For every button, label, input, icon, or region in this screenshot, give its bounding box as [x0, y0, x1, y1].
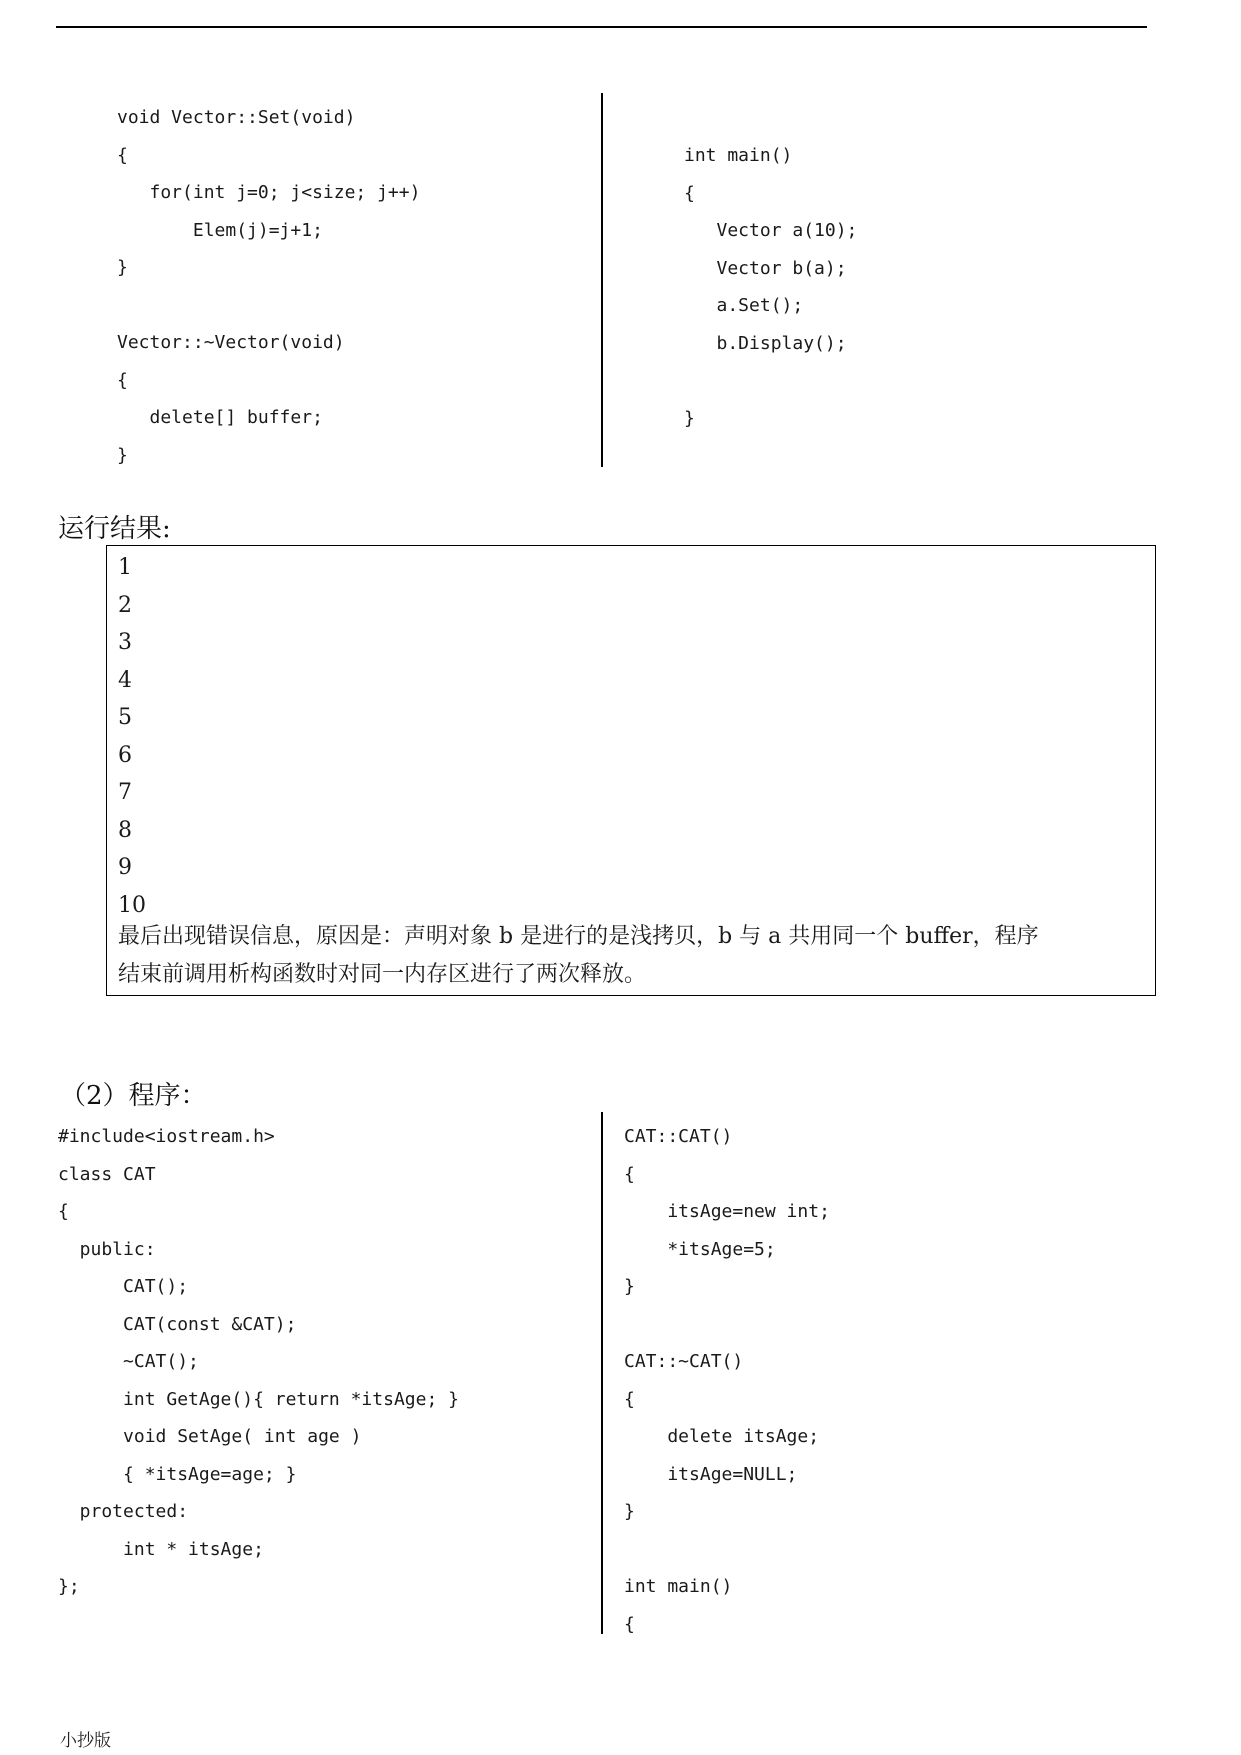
- code-line: int main(): [624, 1576, 733, 1597]
- code-line: Vector b(a);: [684, 257, 847, 279]
- output-line: 3: [118, 630, 132, 655]
- top-rule: [56, 26, 1147, 28]
- code-line: [624, 1531, 830, 1569]
- column-divider-top: [601, 93, 603, 467]
- code-line: }: [624, 1276, 635, 1297]
- code-block-cat-class: [58, 1118, 459, 1606]
- code-line: [684, 362, 857, 400]
- code-block-vector-set-destructor: [117, 99, 420, 474]
- code-line: {: [684, 182, 695, 204]
- explanation-line: 最后出现错误信息，原因是：声明对象 b 是进行的是浅拷贝，b 与 a 共用同一个 buffer，程序: [118, 924, 1039, 949]
- code-line: #include<iostream.h>: [58, 1126, 275, 1147]
- code-line: Vector a(10);: [684, 220, 858, 241]
- code-line: {: [624, 1613, 635, 1635]
- code-line: CAT::~CAT(): [624, 1351, 744, 1372]
- output-line: 8: [118, 817, 132, 843]
- output-line: 10: [118, 892, 146, 918]
- code-line: itsAge=new int;: [624, 1201, 830, 1222]
- code-line: {: [624, 1388, 635, 1410]
- code-line: void Vector::Set(void): [117, 107, 356, 128]
- code-line: Elem(j)=j+1;: [117, 219, 323, 241]
- explanation-line: 结束前调用析构函数时对同一内存区进行了两次释放。: [118, 962, 647, 987]
- code-line: }: [684, 407, 695, 429]
- code-line: ~CAT();: [58, 1351, 199, 1372]
- code-line: b.Display();: [684, 332, 847, 354]
- code-line: }: [117, 257, 128, 278]
- output-line: 4: [118, 667, 132, 693]
- code-line: class CAT: [58, 1163, 156, 1185]
- code-line: CAT(const &CAT);: [58, 1313, 297, 1335]
- result-heading: 运行结果:: [58, 514, 171, 544]
- code-line: CAT();: [58, 1276, 189, 1297]
- code-line: int * itsAge;: [58, 1538, 264, 1560]
- code-line: };: [58, 1576, 80, 1597]
- code-line: *itsAge=5;: [624, 1238, 776, 1260]
- code-line: {: [117, 369, 128, 391]
- column-divider-bottom: [601, 1112, 603, 1634]
- code-line: }: [117, 444, 128, 466]
- code-block-main-vector: [684, 137, 857, 437]
- code-line: int main(): [684, 145, 793, 166]
- code-line: {: [624, 1163, 635, 1185]
- section-2-heading: （2）程序：: [60, 1081, 207, 1111]
- code-block-cat-methods: [624, 1118, 830, 1643]
- code-line: public:: [58, 1238, 156, 1260]
- code-line: [624, 1306, 830, 1344]
- code-line: CAT::CAT(): [624, 1126, 733, 1147]
- output-box: [106, 545, 1156, 996]
- code-line: {: [58, 1201, 69, 1222]
- code-line: delete itsAge;: [624, 1426, 820, 1447]
- output-line: 9: [118, 855, 132, 880]
- code-line: }: [624, 1501, 635, 1522]
- code-line: void SetAge( int age ): [58, 1426, 362, 1447]
- output-lines: [118, 549, 146, 924]
- error-explanation: [118, 918, 1148, 994]
- code-line: delete[] buffer;: [117, 407, 323, 428]
- code-line: { *itsAge=age; }: [58, 1463, 297, 1485]
- code-line: [117, 287, 420, 325]
- output-line: 2: [118, 592, 132, 618]
- output-line: 1: [118, 555, 132, 580]
- code-line: int GetAge(){ return *itsAge; }: [58, 1388, 459, 1410]
- code-line: a.Set();: [684, 295, 804, 316]
- output-line: 6: [118, 742, 132, 768]
- footer-label: 小抄版: [60, 1731, 111, 1751]
- code-line: for(int j=0; j<size; j++): [117, 182, 421, 203]
- output-line: 7: [118, 780, 132, 805]
- code-line: itsAge=NULL;: [624, 1463, 798, 1485]
- code-line: Vector::~Vector(void): [117, 332, 345, 353]
- code-line: protected:: [58, 1501, 189, 1522]
- output-line: 5: [118, 705, 132, 730]
- code-line: {: [117, 144, 128, 166]
